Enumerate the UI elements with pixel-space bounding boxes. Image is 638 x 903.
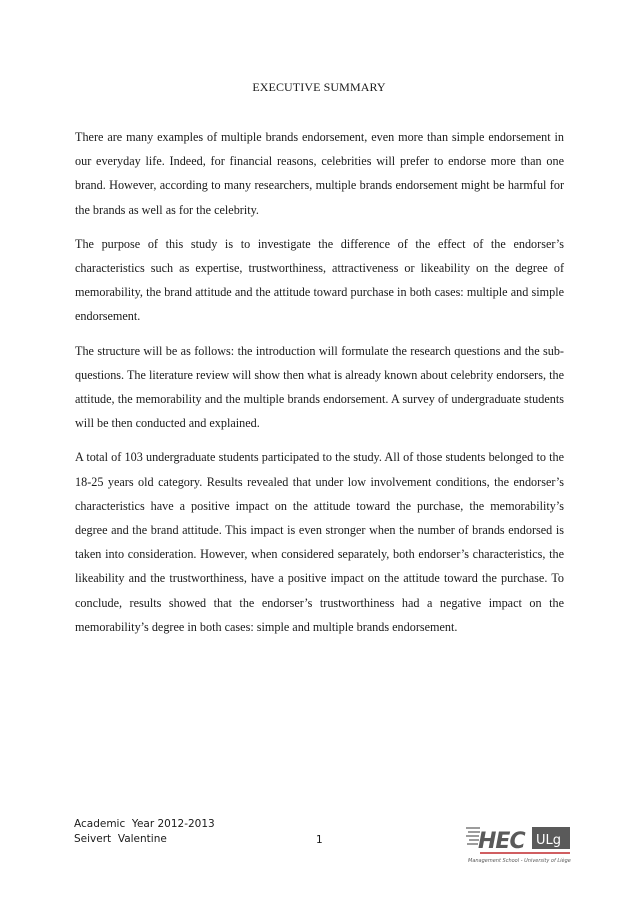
- paragraph-2: The purpose of this study is to investigate the difference of the effect of the endorser’s characteristics such as expertise, trustworthiness, attractiveness or likeability on the degree of memorability, the brand attitude and the attitude toward purchase in both cases: multiple and simple endorsement.: [75, 236, 564, 324]
- footer-info: [74, 817, 215, 847]
- logo-tagline: Management School - University of Liège: [468, 858, 571, 864]
- page-title: EXECUTIVE SUMMARY: [252, 80, 386, 94]
- paragraph-3: The structure will be as follows: the introduction will formulate the research questions and the sub-questions. The literature review will show then what is already known about celebrity endorsers, the attitude, the memorability and the multiple brands endorsement. A survey of undergraduate students will be then conducted and explained.: [75, 343, 564, 431]
- footer-author: Seivert Valentine: [74, 833, 167, 845]
- hec-ulg-logo: [466, 822, 572, 864]
- page-number: 1: [316, 834, 323, 846]
- footer-academic-year: Academic Year 2012-2013: [74, 818, 215, 830]
- paragraph-1: There are many examples of multiple brands endorsement, even more than simple endorsement in our everyday life. Indeed, for financial reasons, celebrities will prefer to endorse more than one brand. However, according to many researchers, multiple brands endorsement might be harmful for the brands as well as for the celebrity.: [75, 130, 564, 217]
- executive-summary-body: [75, 125, 564, 649]
- paragraph-4: A total of 103 undergraduate students participated to the study. All of those students belonged to the 18-25 years old category. Results revealed that under low involvement conditions, the endorser’s characteristics have a positive impact on the attitude toward the purchase, the memorability’s degree and the brand attitude. This impact is even stronger when the number of brands endorsed is taken into consideration. However, when considered separately, both endorser’s characteristics, the likeability and the trustworthiness, have a positive impact on the attitude toward the purchase. To conclude, results showed that the endorser’s trustworthiness had a negative impact on the memorability’s degree in both cases: simple and multiple brands endorsement.: [75, 450, 564, 634]
- logo-main-text: HEC: [478, 829, 525, 854]
- logo-badge-text: ULg: [536, 833, 562, 848]
